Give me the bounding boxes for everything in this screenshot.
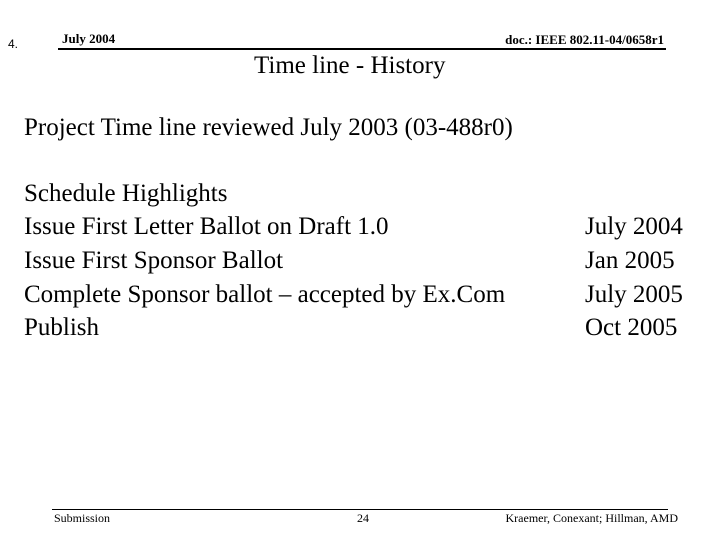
highlights-heading: Schedule Highlights <box>24 180 228 207</box>
milestone-date: Oct 2005 <box>585 314 678 341</box>
footer-divider <box>52 509 668 510</box>
milestone-date: July 2005 <box>585 281 683 308</box>
milestone-task: Publish <box>24 314 100 341</box>
header-divider <box>58 48 666 50</box>
milestone-task: Issue First Letter Ballot on Draft 1.0 <box>24 213 389 240</box>
slide-number: 4. <box>8 37 19 51</box>
footer-authors: Kraemer, Conexant; Hillman, AMD <box>505 511 678 525</box>
milestone-date: Jan 2005 <box>585 247 675 274</box>
header-date: July 2004 <box>62 31 116 46</box>
footer-submission: Submission <box>54 511 111 525</box>
footer-page-number: 24 <box>357 511 369 525</box>
milestone-date: July 2004 <box>585 213 683 240</box>
milestone-task: Issue First Sponsor Ballot <box>24 247 284 274</box>
milestone-task: Complete Sponsor ballot – accepted by Ex.Com <box>24 281 506 308</box>
header-doc-id: doc.: IEEE 802.11-04/0658r1 <box>505 32 664 47</box>
slide-subtitle: Project Time line reviewed July 2003 (03-488r0) <box>24 114 513 141</box>
slide-title: Time line - History <box>254 52 446 79</box>
